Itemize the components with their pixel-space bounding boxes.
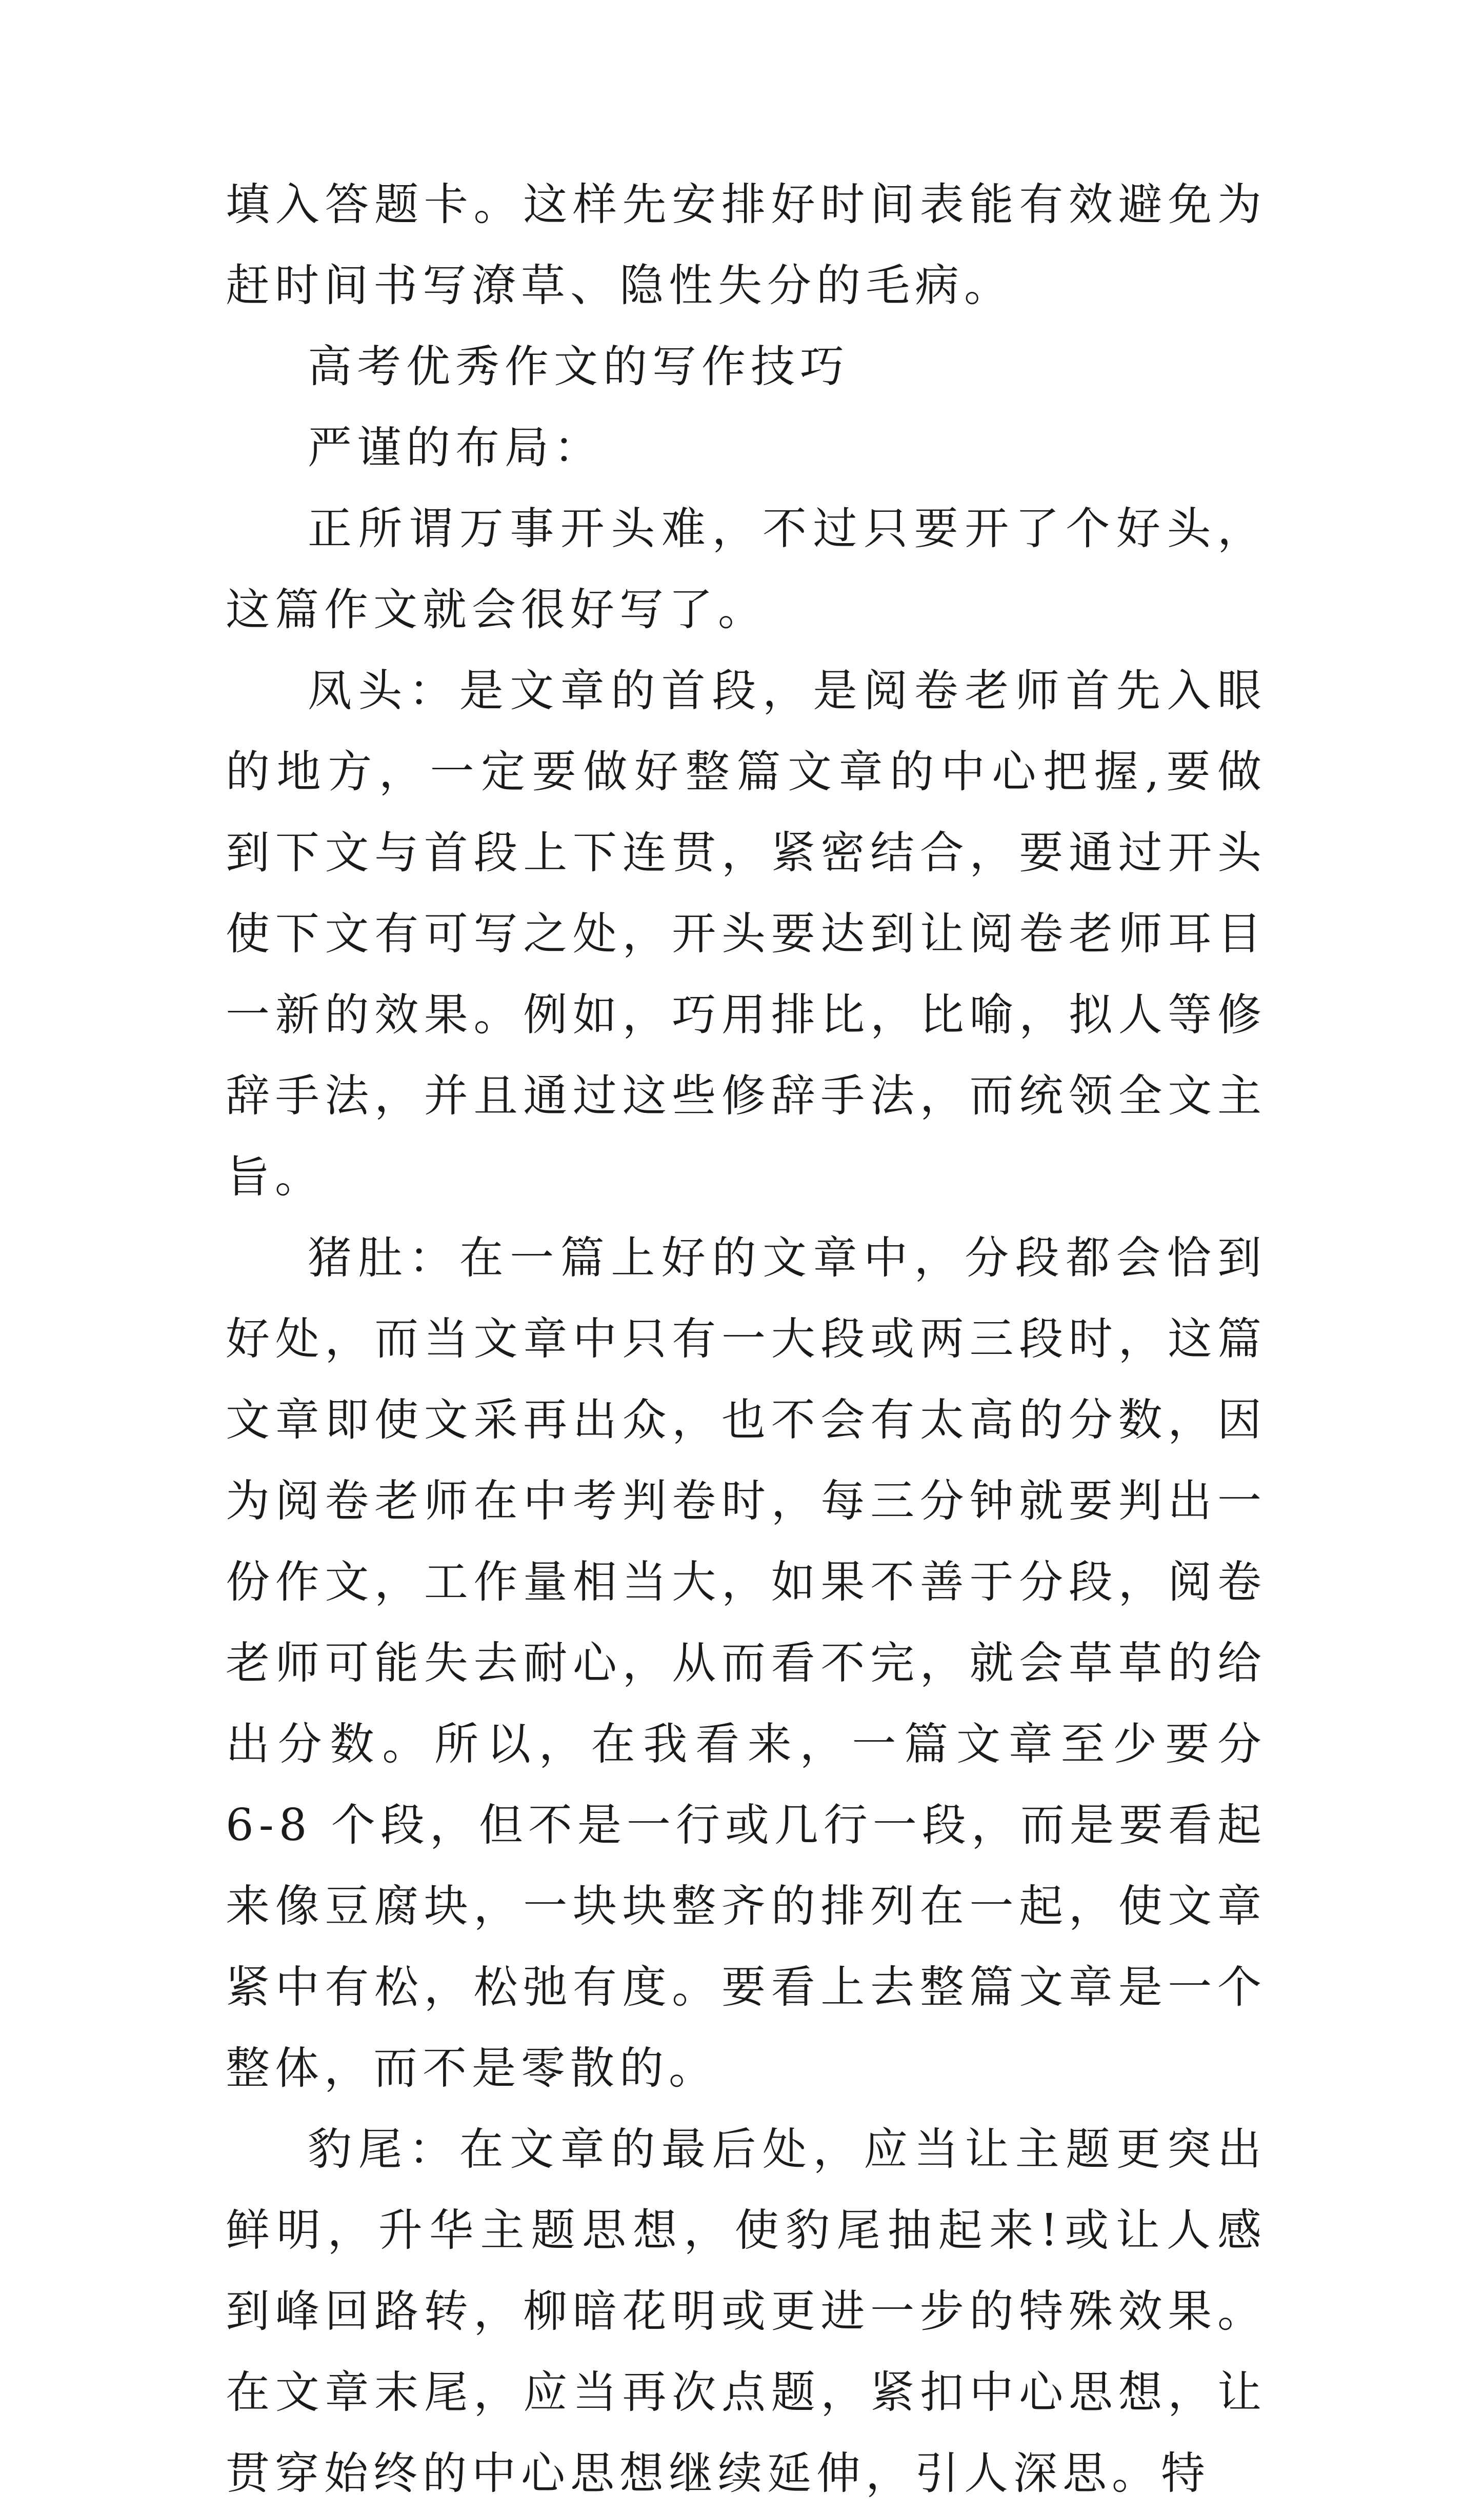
paragraph-intro: 正所谓万事开头难，不过只要开了个好头，这篇作文就会很好写了。 (226, 503, 1267, 635)
paragraph-continuation: 填入答题卡。这样先安排好时间表能有效避免为赶时间书写潦草、隐性失分的毛病。 (226, 179, 1267, 311)
paragraph-fengtou: 凤头：是文章的首段，是阅卷老师首先入眼的地方，一定要做好整篇文章的中心把握,要做到下文与首段上下连贯，紧密结合，要通过开头使下文有可写之处，开头要达到让阅卷老师耳目一新的效果。例如，巧用排比，比喻，拟人等修辞手法，并且通过这些修辞手法，而统领全文主旨。 (226, 665, 1267, 1203)
paragraph-baowei: 豹尾：在文章的最后处，应当让主题更突出鲜明，升华主题思想，使豹尾抽起来!或让人感到峰回路转，柳暗花明或更进一步的特殊效果。在文章末尾，应当再次点题，紧扣中心思想，让贯穿始终的中心思想继续延伸，引人深思。特 (226, 2124, 1267, 2499)
subsection-heading: 严谨的布局： (308, 422, 603, 473)
paragraph-zhudu: 猪肚：在一篇上好的文章中，分段都会恰到好处，而当文章中只有一大段或两三段时，这篇文章即使文采再出众，也不会有太高的分数，因为阅卷老师在中考判卷时，每三分钟就要判出一份作文，工作量相当大，如果不善于分段，阅卷老师可能失去耐心，从而看不完，就会草草的给出分数。所以，在我看来，一篇文章至少要分 6-8 个段，但不是一行或几行一段，而是要看起来像豆腐块，一块块整齐的排列在一起，使文章紧中有松，松弛有度。要看上去整篇文章是一个整体，而不是零散的。 (226, 1232, 1267, 2094)
section-heading: 高考优秀作文的写作技巧 (308, 341, 849, 392)
document-body (226, 164, 1267, 2514)
